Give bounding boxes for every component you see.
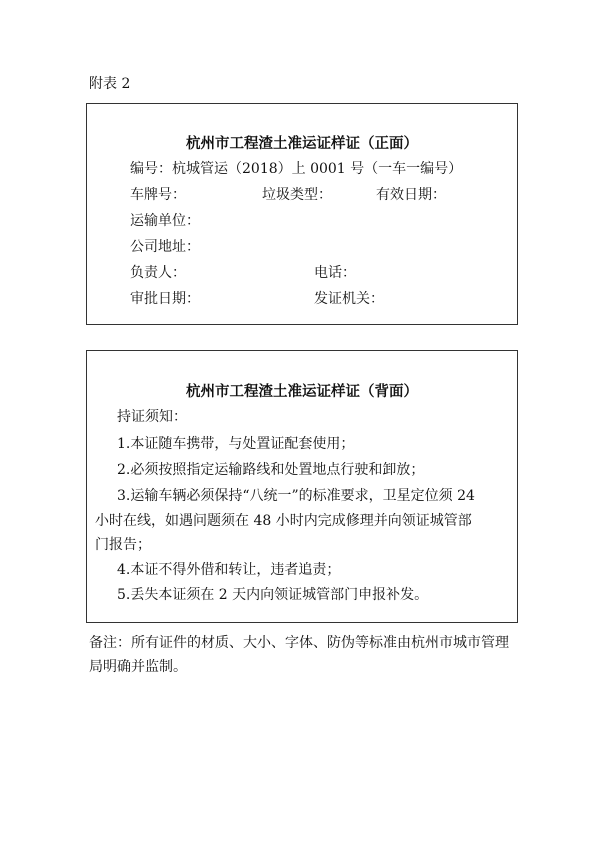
permit-back-card (86, 350, 518, 623)
back-title: 杭州市工程渣土准运证样证（背面） (186, 384, 418, 400)
notice-item: 4.本证不得外借和转让，违者追责； (117, 562, 341, 578)
notice-item: 1.本证随车携带，与处置证配套使用； (117, 436, 355, 452)
permit-front-card (86, 103, 518, 325)
notice-item-continuation: 门报告； (95, 537, 151, 553)
permit-number: 编号：杭城管运（2018）上 0001 号（一车一编号） (130, 161, 463, 177)
company-address-label: 公司地址： (130, 239, 200, 255)
garbage-type-label: 垃圾类型： (262, 187, 332, 203)
front-title: 杭州市工程渣土准运证样证（正面） (186, 136, 418, 152)
notice-item: 2.必须按照指定运输路线和处置地点行驶和卸放； (117, 462, 425, 478)
appendix-label: 附表 2 (89, 76, 131, 92)
notice-item: 3.运输车辆必须保持“八统一”的标准要求，卫星定位须 24 (117, 488, 475, 504)
approval-date-label: 审批日期： (130, 291, 200, 307)
remark-note: 备注：所有证件的材质、大小、字体、防伪等标准由杭州市城市管理局明确并监制。 (89, 635, 509, 675)
responsible-person-label: 负责人： (130, 265, 186, 281)
transport-unit-label: 运输单位： (130, 213, 200, 229)
phone-label: 电话： (314, 265, 356, 281)
notice-item: 5.丢失本证须在 2 天内向领证城管部门申报补发。 (117, 587, 429, 603)
validity-label: 有效日期： (376, 187, 446, 203)
notice-item-continuation: 小时在线，如遇问题须在 48 小时内完成修理并向领证城管部 (95, 513, 472, 529)
plate-label: 车牌号： (130, 187, 186, 203)
notice-heading: 持证须知： (117, 409, 187, 425)
issuing-authority-label: 发证机关： (314, 291, 384, 307)
